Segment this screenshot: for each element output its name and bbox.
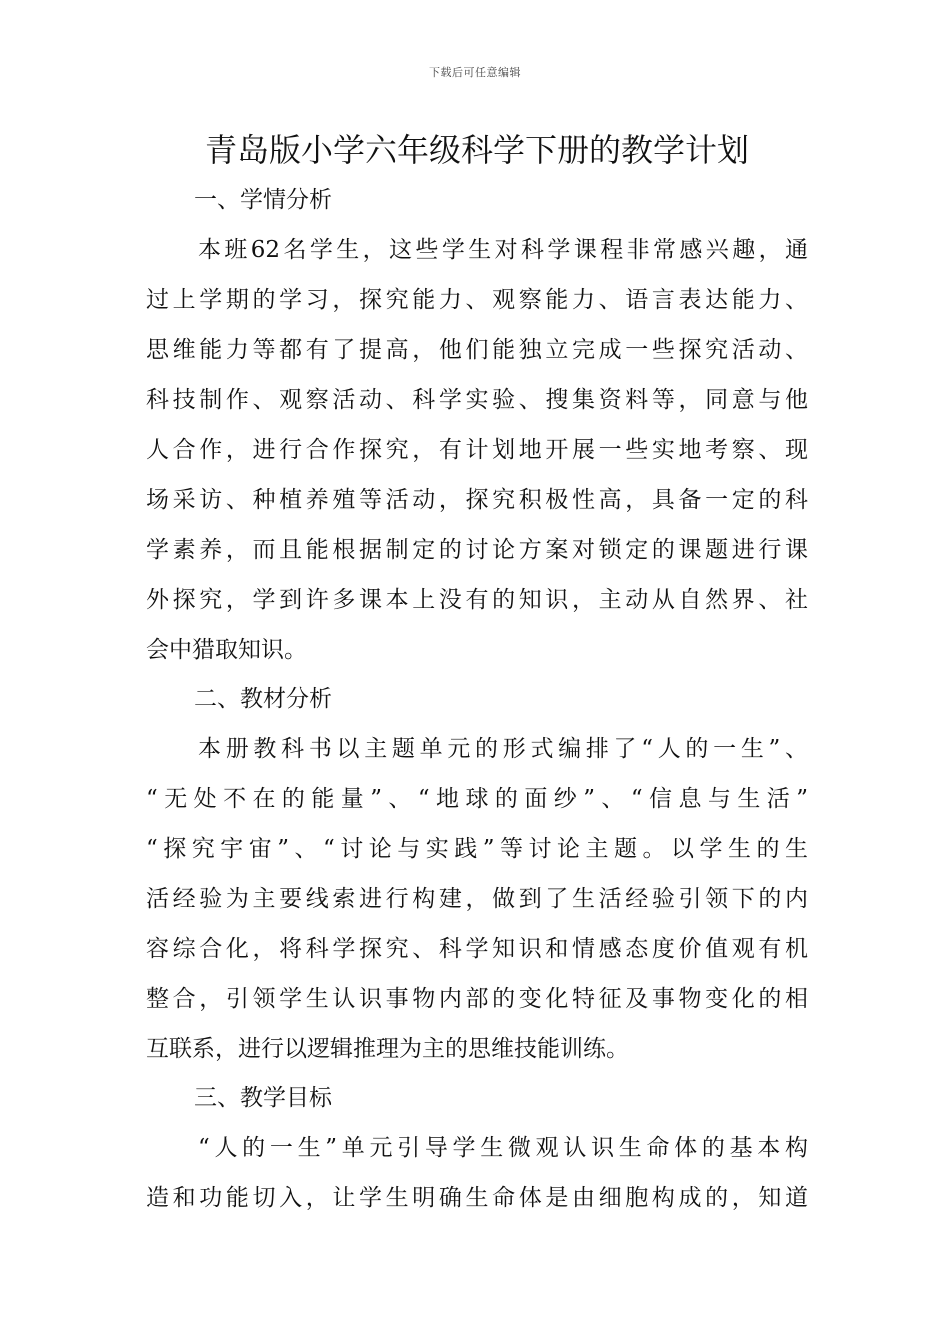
paragraph-line: 外探究，学到许多课本上没有的知识，主动从自然界、社 bbox=[146, 587, 808, 613]
section-paragraph-teaching-goals bbox=[146, 1123, 808, 1223]
section-paragraph-learning-analysis bbox=[146, 225, 808, 675]
paragraph-line: 学素养，而且能根据制定的讨论方案对锁定的课题进行课 bbox=[146, 537, 808, 563]
section-heading-teaching-goals: 三、教学目标 bbox=[194, 1085, 332, 1111]
paragraph-line: 容综合化，将科学探究、科学知识和情感态度价值观有机 bbox=[146, 936, 808, 962]
paragraph-line: 整合，引领学生认识事物内部的变化特征及事物变化的相 bbox=[146, 986, 808, 1012]
paragraph-line: 本册教科书以主题单元的形式编排了“人的一生”、 bbox=[198, 736, 808, 762]
paragraph-line: “人的一生”单元引导学生微观认识生命体的基本构 bbox=[198, 1135, 808, 1161]
section-paragraph-textbook-analysis bbox=[146, 724, 808, 1074]
document-body bbox=[146, 124, 808, 1223]
paragraph-line: 场采访、种植养殖等活动，探究积极性高，具备一定的科 bbox=[146, 487, 808, 513]
paragraph-line: 造和功能切入，让学生明确生命体是由细胞构成的，知道 bbox=[146, 1185, 808, 1211]
paragraph-line: 活经验为主要线索进行构建，做到了生活经验引领下的内 bbox=[146, 886, 808, 912]
paragraph-line: 互联系，进行以逻辑推理为主的思维技能训练。 bbox=[146, 1036, 629, 1062]
download-watermark: 下载后可任意编辑 bbox=[429, 66, 521, 79]
section-heading-learning-analysis: 一、学情分析 bbox=[194, 187, 332, 213]
paragraph-line: 过上学期的学习，探究能力、观察能力、语言表达能力、 bbox=[146, 287, 808, 313]
paragraph-line: 本班62名学生，这些学生对科学课程非常感兴趣，通 bbox=[198, 237, 808, 263]
section-heading-textbook-analysis: 二、教材分析 bbox=[194, 686, 332, 712]
paragraph-line: “无处不在的能量”、“地球的面纱”、“信息与生活” bbox=[146, 786, 808, 812]
paragraph-line: 会中猎取知识。 bbox=[146, 637, 307, 663]
document-title: 青岛版小学六年级科学下册的教学计划 bbox=[204, 131, 749, 169]
paragraph-line: 思维能力等都有了提高，他们能独立完成一些探究活动、 bbox=[146, 337, 808, 363]
paragraph-line: 人合作，进行合作探究，有计划地开展一些实地考察、现 bbox=[146, 437, 808, 463]
paragraph-line: 科技制作、观察活动、科学实验、搜集资料等，同意与他 bbox=[146, 387, 808, 413]
paragraph-line: “探究宇宙”、“讨论与实践”等讨论主题。以学生的生 bbox=[146, 836, 808, 862]
